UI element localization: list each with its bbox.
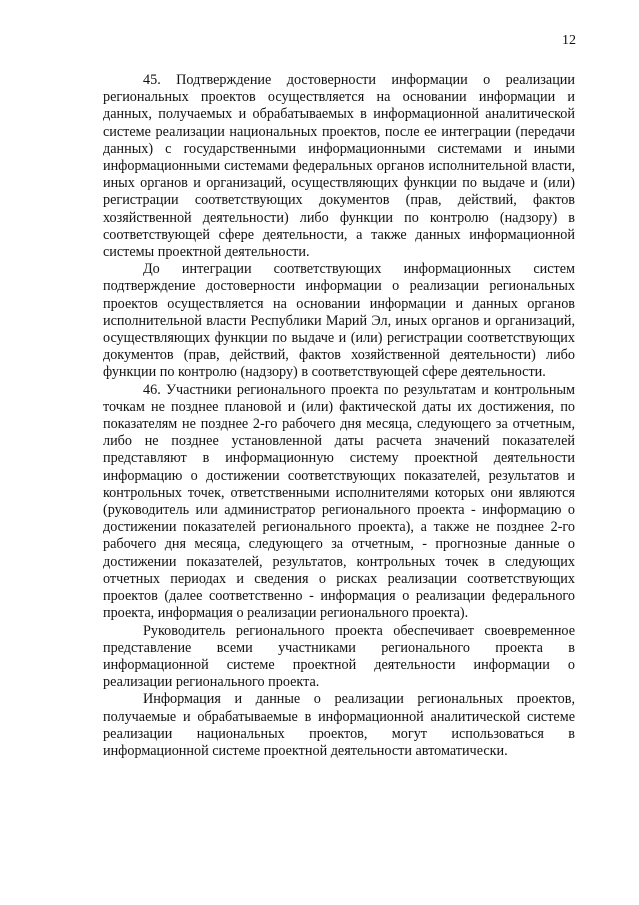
page-number: 12: [562, 33, 576, 48]
paragraph-project-leader: Руководитель регионального проекта обеспечивает своевременное представление всеми участниками регионального проекта в информационной системе проектной деятельности информации о реализации регионального проекта.: [103, 622, 575, 691]
paragraph-information-and-data: Информация и данные о реализации региональных проектов, получаемые и обрабатываемые в информационной аналитической системе реализации национальных проектов, могут использоваться в информационной системе проектной деятельности автоматически.: [103, 691, 575, 759]
paragraph-46: 46. Участники регионального проекта по результатам и контрольным точкам не позднее плановой и (или) фактической даты их достижения, по показателям не позднее 2-го рабочего дня месяца, следующего за отчетным, либо не позднее установленной даты расчета значений показателей представляют в информационную систему проектной деятельности информацию о достижении соответствующих показателей, результатов и контрольных точек, ответственными исполнителями которых они являются (руководитель или администратор регионального проекта - информацию о достижении показателей регионального проекта), а также не позднее 2-го рабочего дня месяца, следующего за отчетным, - прогнозные данные о достижении показателей, результатов, контрольных точек в следующих отчетных периодах и сведения о рисках реализации соответствующих проектов (далее соответственно - информация о реализации федерального проекта, информация о реализации регионального проекта).: [103, 381, 575, 622]
document-body: [103, 72, 575, 760]
paragraph-45-continuation: До интеграции соответствующих информационных систем подтверждение достоверности информации о реализации региональных проектов осуществляется на основании информации и данных органов исполнительной власти Республики Марий Эл, иных органов и организаций, осуществляющих функции по выдаче и (или) регистрации соответствующих документов (прав, действий, фактов хозяйственной деятельности) либо функции по контролю (надзору) в соответствующей сфере деятельности.: [103, 261, 575, 381]
paragraph-45: 45. Подтверждение достоверности информации о реализации региональных проектов осуществляется на основании информации и данных, получаемых и обрабатываемых в информационной аналитической системе реализации национальных проектов, после ее интеграции (передачи данных) с государственными информационными системами и иными информационными системами федеральных органов исполнительной власти, иных органов и организаций, осуществляющих функции по выдаче и (или) регистрации соответствующих документов (прав, действий, фактов хозяйственной деятельности) либо функции по контролю (надзору) в соответствующей сфере деятельности, а также данных информационной системы проектной деятельности.: [103, 72, 575, 261]
